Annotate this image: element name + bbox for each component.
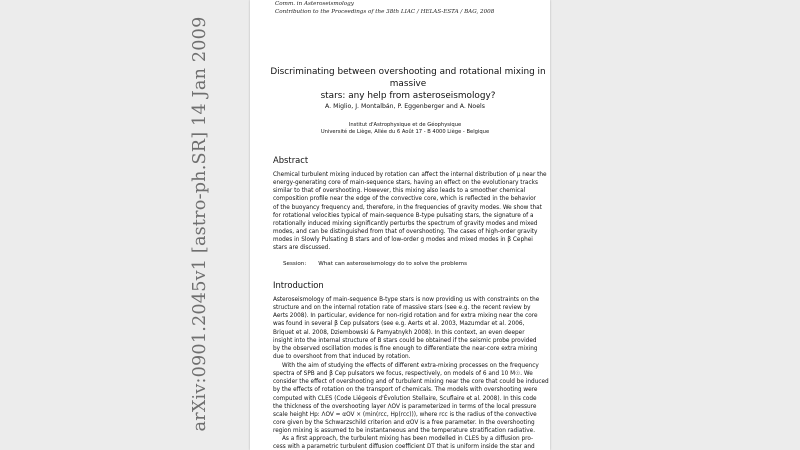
intro-paragraph-1	[273, 296, 550, 361]
title-line: stars: any help from asteroseismology?	[320, 91, 496, 101]
text-line: Briquet et al. 2008, Dziembowski & Pamyatnykh 2008). In this context, an even deeper	[273, 329, 525, 336]
text-line: energy-generating core of main-sequence stars, having an effect on the evolutionary tracks	[273, 180, 538, 187]
text-line: region mixing is assumed to be instantaneous and the temperature stratification radiative.	[273, 428, 536, 435]
text-line: due to overshoot from that induced by rotation.	[273, 354, 411, 361]
text-line: consider the effect of overshooting and of turbulent mixing near the core that could be induced	[273, 379, 549, 386]
text-line: spectra of SPB and β Cep pulsators we focus, respectively, on models of 6 and 10 M☉. We	[273, 371, 533, 378]
introduction-heading: Introduction	[273, 280, 324, 290]
proceedings-header: Contribution to the Proceedings of the 38th LIAC / HELAS-ESTA / BAG, 2008	[275, 9, 495, 15]
text-line: scale height Hp: ΛOV = αOV × (min(rcc, Hp(rcc))), where rcc is the radius of the convective	[273, 411, 537, 418]
text-line: As a first approach, the turbulent mixing has been modelled in CLES by a diffusion pro-	[282, 436, 534, 442]
pdf-page	[250, 0, 550, 450]
text-line: Aerts 2008). In particular, evidence for non-rigid rotation and for extra mixing near the core	[273, 313, 538, 320]
text-line: rotationally induced mixing significantly perturbs the spectrum of gravity modes and mixed	[273, 220, 538, 227]
paper-title	[268, 66, 548, 102]
session-label: Session:	[283, 261, 307, 267]
session-line	[283, 261, 467, 267]
text-line: of the buoyancy frequency and, therefore, in the frequencies of gravity modes. We show that	[273, 204, 542, 211]
journal-header: Comm. in Asteroseismology	[275, 1, 354, 7]
text-line: for rotational velocities typical of main-sequence B-type pulsating stars, the signature of a	[273, 212, 534, 219]
text-line: the thickness of the overshooting layer ΛOV is parameterized in terms of the local pressure	[273, 403, 537, 410]
text-line: Chemical turbulent mixing induced by rotation can affect the internal distribution of μ near the	[273, 172, 547, 178]
text-line: by the observed oscillation modes is fine enough to differentiate the near-core extra mixing	[273, 345, 538, 352]
text-line: computed with CLES (Code Liégeois d'Évolution Stellaire, Scuflaire et al. 2008). In this code	[273, 395, 537, 402]
text-line: similar to that of overshooting. However, this mixing also leads to a smoother chemical	[273, 188, 526, 195]
text-line: by the effects of rotation on the transport of chemicals. The models with overshooting were	[273, 387, 538, 394]
intro-paragraph-2	[273, 362, 550, 435]
text-line: With the aim of studying the effects of different extra-mixing processes on the frequency	[282, 363, 539, 369]
affiliation-line: Institut d'Astrophysique et de Géophysique	[348, 122, 462, 128]
text-line: core given by the Schwarzschild criterion and αOV is a free parameter. In the overshooting	[273, 420, 535, 427]
text-line: modes, and can be distinguished from that of overshooting. The cases of high-order gravity	[273, 229, 538, 236]
text-line: stars are discussed.	[273, 245, 331, 252]
session-value: What can asteroseismology do to solve the problems	[318, 261, 468, 267]
arxiv-stamp: arXiv:0901.2045v1 [astro-ph.SR] 14 Jan 2009	[190, 16, 210, 432]
abstract-heading: Abstract	[273, 155, 309, 165]
text-line: Asteroseismology of main-sequence B-type stars is now providing us with constraints on the	[273, 297, 540, 303]
text-line: insight into the internal structure of B stars could be obtained if the seismic probe provided	[273, 337, 537, 344]
intro-paragraph-3	[273, 435, 550, 450]
abstract-text	[273, 171, 550, 253]
text-line: composition profile near the edge of the convective core, which is reflected in the behavior	[273, 196, 536, 203]
text-line: structure and on the internal rotation rate of massive stars (see e.g. the recent review by	[273, 305, 531, 312]
title-line: Discriminating between overshooting and rotational mixing in massive	[270, 67, 546, 89]
text-line: modes in Slowly Pulsating B stars and of low-order g modes and mixed modes in β Cephei	[273, 237, 533, 244]
authors: A. Miglio, J. Montalbán, P. Eggenberger and A. Noels	[325, 103, 485, 110]
text-line: cess with a parametric turbulent diffusion coefficient DT that is uniform inside the star and	[273, 444, 535, 450]
text-line: was found in several β Cep pulsators (see e.g. Aerts et al. 2003, Mazumdar et al. 2006,	[273, 321, 525, 328]
affiliation-line: Université de Liège, Allée du 6 Août 17 - B 4000 Liège - Belgique	[320, 129, 490, 135]
